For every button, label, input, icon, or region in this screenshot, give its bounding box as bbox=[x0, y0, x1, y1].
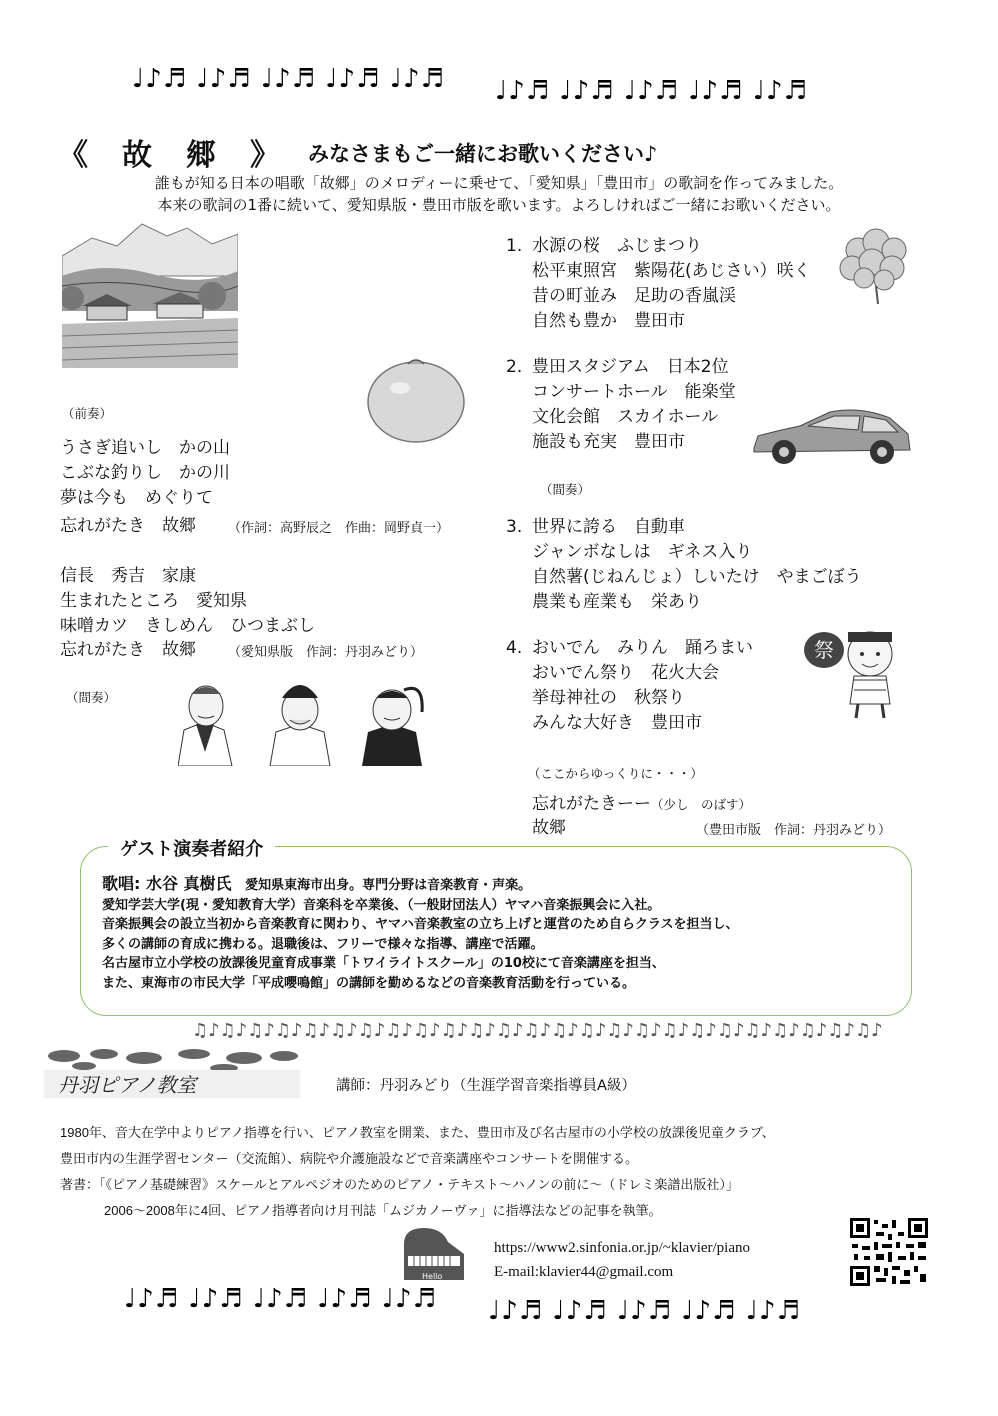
teacher-bio-line: 1980年、音大在学中よりピアノ指導を行い、ピアノ教室を開業、また、豊田市及び名古屋市の小学校の放課後児童クラブ、 bbox=[60, 1125, 775, 1140]
lyric-line: 農業も産業も 栄あり bbox=[532, 592, 702, 612]
piano-logo-icon bbox=[398, 1224, 470, 1286]
music-notes-decoration: ♩♪♬ ♩♪♬ ♩♪♬ ♩♪♬ ♩♪♬ bbox=[124, 1284, 437, 1314]
ending-line-1 bbox=[532, 792, 751, 817]
lyric-line: みんな大好き 豊田市 bbox=[532, 713, 702, 733]
lyric-line: おいでん祭り 花火大会 bbox=[532, 663, 719, 683]
lyric-line: 自然も豊か 豊田市 bbox=[532, 311, 685, 331]
guest-bio-line: また、東海市の市民大学「平成嚶鳴館」の講師を勤めるなどの音楽教育活動を行っている。 bbox=[102, 975, 636, 991]
guest-profile: 愛知県東海市出身。専門分野は音楽教育・声楽。 bbox=[245, 878, 532, 893]
guest-bio-line: 多くの講師の育成に携わる。退職後は、フリーで様々な指導、講座で活躍。 bbox=[102, 936, 544, 952]
matsuri-character-text: 祭 bbox=[814, 638, 834, 662]
lyric-credit: （作詞：高野辰之 作曲：岡野貞一） bbox=[228, 521, 450, 536]
verse-3-line-1 bbox=[506, 515, 685, 540]
lyric-line: こぶな釣りし かの川 bbox=[60, 463, 230, 483]
ieyasu-figure bbox=[362, 688, 422, 766]
piano-school-logo bbox=[44, 1046, 300, 1098]
lyric-line: うさぎ追いし かの山 bbox=[60, 438, 230, 458]
qr-code[interactable] bbox=[848, 1216, 930, 1288]
verse-2-line-1 bbox=[506, 355, 729, 380]
hydrangea-illustration bbox=[836, 226, 916, 304]
lyric-line: 味噌カツ きしめん ひつまぶし bbox=[60, 616, 315, 636]
lyric-line: ジャンボなしは ギネス入り bbox=[532, 542, 753, 562]
teacher-bio-line: 豊田市内の生涯学習センター（交流館）、病院や介護施設などで音楽講座やコンサートを開催する。 bbox=[60, 1151, 638, 1166]
page-title: 《 故 郷 》 bbox=[58, 138, 282, 173]
lyric-line: 夢は今も めぐりて bbox=[60, 488, 213, 508]
village-landscape-illustration bbox=[62, 216, 238, 368]
intro-line-2: 本来の歌詞の1番に続いて、愛知県版・豊田市版を歌います。よろしければご一緒にお歌いください。 bbox=[157, 196, 841, 214]
lyric-line: 施設も充実 豊田市 bbox=[532, 432, 685, 452]
lyric-credit: （愛知県版 作詞：丹羽みどり） bbox=[228, 645, 424, 660]
samurai-illustrations bbox=[178, 672, 440, 766]
verse-number: 3. bbox=[506, 517, 523, 537]
music-notes-decoration: ♩♪♬ ♩♪♬ ♩♪♬ ♩♪♬ ♩♪♬ bbox=[495, 76, 808, 106]
music-notes-decoration: ♩♪♬ ♩♪♬ ♩♪♬ ♩♪♬ ♩♪♬ bbox=[488, 1296, 801, 1326]
interlude-label: （間奏） bbox=[540, 482, 591, 497]
car-illustration bbox=[750, 404, 914, 468]
school-logo-text: 丹羽ピアノ教室 bbox=[58, 1073, 197, 1097]
verse-1-line-1 bbox=[506, 234, 702, 259]
intro-line-1: 誰もが知る日本の唱歌「故郷」のメロディーに乗せて、「愛知県」「豊田市」の歌詞を作ってみました。 bbox=[154, 174, 844, 192]
guest-bio-line: 音楽振興会の設立当初から音楽教育に関わり、ヤマハ音楽教室の立ち上げと運営のため自らクラスを担当し、 bbox=[102, 917, 739, 932]
music-notes-decoration: ♩♪♬ ♩♪♬ ♩♪♬ ♩♪♬ ♩♪♬ bbox=[132, 64, 445, 94]
music-notes-decoration: ♫♪♫♪♫♪♫♪♫♪♫♪♫♪♫♪♫♪♫♪♫♪♫♪♫♪♫♪♫♪♫♪♫♪♫♪♫♪♫♪♫♪♫♪♫♪♫♪♫♪ bbox=[192, 1020, 883, 1041]
lyric-line: 自然薯(じねんじょ）しいたけ やまごぼう bbox=[532, 567, 862, 587]
mikan-orange-illustration bbox=[364, 352, 468, 444]
teacher-bio-line: 2006～2008年に4回、ピアノ指導者向け月刊誌「ムジカノーヴァ」に指導法などの記事を執筆。 bbox=[104, 1203, 662, 1218]
verse-number: 4. bbox=[506, 638, 523, 658]
teacher-name: 講師：丹羽みどり（生涯学習音楽指導員A級） bbox=[336, 1078, 636, 1094]
lyric-line: 挙母神社の 秋祭り bbox=[532, 688, 685, 708]
page-subtitle: みなさまもご一緒にお歌いください♪ bbox=[308, 142, 658, 166]
lyric-line: 故郷 bbox=[532, 818, 566, 838]
lyric-line: 生まれたところ 愛知県 bbox=[60, 591, 247, 611]
tempo-note: （ここからゆっくりに・・・） bbox=[528, 766, 703, 781]
lyric-credit: （豊田市版 作詞：丹羽みどり） bbox=[696, 823, 892, 838]
lyric-line: 信長 秀吉 家康 bbox=[60, 566, 196, 586]
lyric-line: 忘れがたき 故郷 bbox=[60, 516, 196, 536]
lyric-line: 忘れがたき 故郷 bbox=[60, 640, 196, 660]
guest-bio-line: 名古屋市立小学校の放課後児童育成事業「トワイライトスクール」の10校にて音楽講座を担当、 bbox=[102, 956, 665, 971]
lyric-line: コンサートホール 能楽堂 bbox=[532, 382, 736, 402]
email-address[interactable]: E-mail:klavier44@gmail.com bbox=[494, 1264, 674, 1280]
hold-note: （少し のばす） bbox=[651, 797, 752, 812]
lyric-line: 文化会館 スカイホール bbox=[532, 407, 719, 427]
lyric-line: 松平東照宮 紫陽花(あじさい）咲く bbox=[532, 261, 811, 281]
guest-bio-line: 愛知学芸大学(現・愛知教育大学）音楽科を卒業後、（一般財団法人）ヤマハ音楽振興会に入社。 bbox=[102, 897, 661, 913]
piano-logo-text: Hello bbox=[422, 1272, 443, 1281]
lyric-line: おいでん みりん 踊ろまい bbox=[532, 638, 753, 658]
lyric-line: 昔の町並み 足助の香嵐渓 bbox=[532, 286, 736, 306]
verse-number: 2. bbox=[506, 357, 523, 377]
teacher-bio-line: 著書：「《ピアノ基礎練習》スケールとアルペジオのためのピアノ・テキスト～ハノンの前に～（ドレミ楽譜出版社）」 bbox=[60, 1177, 739, 1192]
guest-name: 歌唱: 水谷 真樹氏 bbox=[102, 874, 232, 893]
verse-4-line-1 bbox=[506, 636, 753, 661]
interlude-label: （間奏） bbox=[66, 690, 117, 705]
lyric-line: 世界に誇る 自動車 bbox=[532, 517, 685, 537]
lyric-line: 忘れがたきーー bbox=[532, 794, 651, 814]
lyric-line: 水源の桜 ふじまつり bbox=[532, 236, 702, 256]
nobunaga-figure bbox=[178, 686, 232, 766]
verse-number: 1. bbox=[506, 236, 523, 256]
festival-character-illustration bbox=[802, 620, 912, 720]
lyric-line: 豊田スタジアム 日本2位 bbox=[532, 357, 729, 377]
guest-heading: ゲスト演奏者紹介 bbox=[108, 835, 275, 861]
website-link[interactable]: https://www2.sinfonia.or.jp/~klavier/piano bbox=[494, 1240, 751, 1256]
guest-bio bbox=[102, 874, 738, 993]
prelude-label: （前奏） bbox=[62, 406, 113, 421]
hideyoshi-figure bbox=[270, 685, 330, 766]
